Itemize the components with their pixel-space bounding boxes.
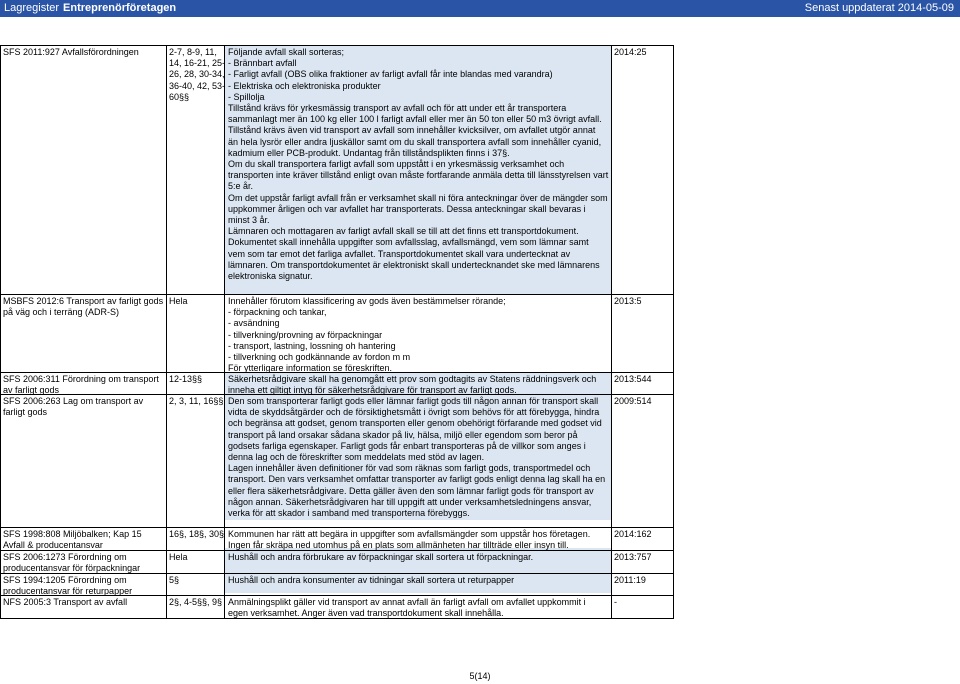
requirement-line: vem som tar emot det farliga avfallet. Transportdokumentet skall vara undertecknat av xyxy=(228,248,571,259)
regulation-line: SFS 2011:927 Avfallsförordningen xyxy=(3,47,139,57)
requirement-cell xyxy=(228,296,610,374)
table-border xyxy=(0,45,674,46)
page-number: 5(14) xyxy=(469,671,491,681)
requirement-cell xyxy=(228,597,610,619)
requirement-line: - tillverkning och godkännande av fordon m m xyxy=(228,352,411,363)
regulation-cell xyxy=(3,374,163,396)
requirement-line: godsets farliga egenskaper. Farligt gods får enbart transporteras på de villkor som anges i xyxy=(228,440,586,451)
app-name: Lagregister xyxy=(4,2,60,14)
table-border xyxy=(0,527,674,528)
regulation-line: SFS 1994:1205 Förordning om xyxy=(3,575,127,585)
requirement-line: eller flera säkerhetsrådgivare. Detta gäller även den som lämnar farligt gods för transport av xyxy=(228,485,594,496)
paragraph-cell xyxy=(169,374,225,385)
requirement-line: elektroniska signatur. xyxy=(228,271,313,282)
requirement-cell xyxy=(228,396,610,519)
paragraph-cell xyxy=(169,552,225,563)
requirement-cell xyxy=(228,552,610,563)
requirement-line: - Spillolja xyxy=(228,91,265,102)
regulation-line: på väg och i terräng (ADR-S) xyxy=(3,307,120,318)
paragraph-line: 5§ xyxy=(169,575,180,585)
regulation-line: SFS 2006:1273 Förordning om xyxy=(3,552,127,562)
requirement-line: - avsändning xyxy=(228,318,280,329)
requirement-cell xyxy=(228,47,610,282)
company-name: Entreprenörföretagen xyxy=(63,2,177,14)
requirement-line: kadmium eller PCB-produkt. Undantag från tillståndsplikten finns i 37§. xyxy=(228,147,510,158)
requirement-line: sammanlagt mer än 100 kg eller 100 l farligt avfall eller mer än 50 ton eller 50 m3 övrigt avfall. xyxy=(228,114,602,125)
table-border xyxy=(0,45,1,619)
requirement-line: Innehåller förutom klassificering av gods även bestämmelser rörande; xyxy=(228,296,506,306)
requirement-line: egen verksamhet. Anger även vad transportdokument skall innehålla. xyxy=(228,608,504,619)
requirement-line: transporten inte kräver tillstånd enligt ovan måste fortfarande anmäla detta till länsstyrelsen vart xyxy=(228,170,609,181)
requirement-line: Tillstånd krävs för yrkesmässig transport av avfall och för att under ett år transportera xyxy=(228,103,567,114)
app-title xyxy=(4,0,176,17)
requirement-line: Dokumentet skall innehålla uppgifter som avfallsslag, avfallsmängd, vem som lämnar samt xyxy=(228,237,589,248)
requirement-line: Anmälningsplikt gäller vid transport av annat avfall än farligt avfall om avfallet uppkommit i xyxy=(228,597,586,607)
date-cell: 2014:162 xyxy=(614,529,652,539)
requirement-line: 5:e år. xyxy=(228,181,254,192)
paragraph-line: 14, 16-21, 25- xyxy=(169,58,226,69)
paragraph-cell xyxy=(169,396,225,407)
requirement-line: uppkommer årligen och var avfallet har transporterats. Dessa anteckningar skall bevaras i xyxy=(228,203,586,214)
regulation-cell xyxy=(3,552,163,574)
date-cell: 2009:514 xyxy=(614,396,652,406)
paragraph-line: 26, 28, 30-34, xyxy=(169,69,225,80)
requirement-line: Om du skall transportera farligt avfall som uppstått i en yrkesmässig verksamhet och xyxy=(228,159,565,170)
requirement-line: Säkerhetsrådgivare skall ha genomgått ett prov som godtagits av Statens räddningsverk och xyxy=(228,374,597,384)
table-border xyxy=(166,45,167,619)
regulation-cell xyxy=(3,396,163,418)
requirement-line: transport. Den vars verksamhet omfattar transporter av farligt gods enligt denna lag skall ha en xyxy=(228,474,606,485)
table-border xyxy=(0,294,674,295)
date-cell: 2014:25 xyxy=(614,47,647,57)
regulation-cell xyxy=(3,296,163,318)
date-cell: 2013:5 xyxy=(614,296,642,306)
paragraph-line: 60§§ xyxy=(169,91,190,102)
requirement-cell xyxy=(228,374,610,396)
requirement-line: Ingen får skräpa ned utomhus på en plats som allmänheten har tillträde eller insyn till. xyxy=(228,540,569,551)
requirement-line: Följande avfall skall sorteras; xyxy=(228,47,345,57)
requirement-line: inneha ett giltigt intyg för säkerhetsrådgivare för transport av farligt gods. xyxy=(228,385,517,396)
requirement-line: och begränsa att godset, genom transporten eller genom obehörigt förfarande med godset vid xyxy=(228,418,602,429)
paragraph-line: 12-13§§ xyxy=(169,374,203,384)
requirement-line: vidta de skyddsåtgärder och de försiktighetsmått i övrigt som behövs för att förebygga, hindra xyxy=(228,407,600,418)
paragraph-cell xyxy=(169,597,225,608)
regulation-cell xyxy=(3,575,163,597)
requirement-cell xyxy=(228,529,610,551)
regulation-line: Avfall & producentansvar xyxy=(3,540,103,551)
regulation-cell xyxy=(3,597,163,608)
last-updated: Senast uppdaterat 2014-05-09 xyxy=(804,2,954,14)
requirement-line: Tillstånd krävs även vid transport av avfall som innehåller kvicksilver, om avfallet utgör annat xyxy=(228,125,596,136)
requirement-line: - transport, lastning, lossning oh hantering xyxy=(228,340,396,351)
date-cell: - xyxy=(614,597,617,607)
paragraph-cell xyxy=(169,529,225,540)
regulation-line: MSBFS 2012:6 Transport av farligt gods xyxy=(3,296,164,306)
top-bar xyxy=(0,0,960,17)
requirement-line: någon annan. Säkerhetsrådgivaren har till uppgift att under verksamhetsledningens ansvar, xyxy=(228,496,592,507)
requirement-line: Lämnaren och mottagaren av farligt avfall skall se till att det finns ett transportdokument. xyxy=(228,226,579,237)
regulation-line: SFS 2006:263 Lag om transport av xyxy=(3,396,144,406)
requirement-cell xyxy=(228,575,610,586)
requirement-line: Kommunen har rätt att begära in uppgifter som avfallsmängder som uppstår hos företagen. xyxy=(228,529,591,539)
paragraph-line: 16§, 18§, 30§ xyxy=(169,529,225,539)
requirement-line: Om det uppstår farligt avfall från er verksamhet skall ni föra anteckningar över de mängder som xyxy=(228,192,608,203)
regulation-line: SFS 2006:311 Förordning om transport xyxy=(3,374,159,384)
requirement-line: Lagen innehåller även definitioner för vad som räknas som farligt gods, transportmedel och xyxy=(228,463,591,474)
date-cell: 2013:544 xyxy=(614,374,652,384)
requirement-line: lämnaren. Om transportdokumentet är elektroniskt skall undertecknandet ske med lämnarens xyxy=(228,259,600,270)
paragraph-line: Hela xyxy=(169,552,188,562)
requirement-line: - Farligt avfall (OBS olika fraktioner av farligt avfall får inte blandas med varandra) xyxy=(228,69,553,80)
requirement-line: än hela lysrör eller andra ljuskällor samt om du skall transportera avfall som innehåller cyanid, xyxy=(228,136,602,147)
regulation-line: producentansvar för förpackningar xyxy=(3,563,141,574)
requirement-line: Den som transporterar farligt gods eller lämnar farligt gods till någon annan för transport skall xyxy=(228,396,599,406)
paragraph-line: Hela xyxy=(169,296,188,306)
table-border xyxy=(611,45,612,619)
requirement-line: Hushåll och andra förbrukare av förpackningar skall sortera ut förpackningar. xyxy=(228,552,534,562)
paragraph-line: 36-40, 42, 53- xyxy=(169,80,226,91)
requirement-line: denna lag och de föreskrifter som meddelats med stöd av lagen. xyxy=(228,452,485,463)
regulation-line: av farligt gods xyxy=(3,385,60,396)
regulation-cell xyxy=(3,529,163,551)
regulation-cell xyxy=(3,47,163,58)
regulation-line: NFS 2005:3 Transport av avfall xyxy=(3,597,128,607)
paragraph-cell xyxy=(169,296,225,307)
requirement-line: För ytterligare information se föreskriften. xyxy=(228,363,393,374)
regulation-line: farligt gods xyxy=(3,407,48,418)
paragraph-line: 2§, 4-5§§, 9§ xyxy=(169,597,223,607)
requirement-line: Hushåll och andra konsumenter av tidningar skall sortera ut returpapper xyxy=(228,575,515,585)
requirement-line: - tillverkning/provning av förpackningar xyxy=(228,329,383,340)
requirement-line: - Elektriska och elektroniska produkter xyxy=(228,80,381,91)
requirement-line: - förpackning och tankar, xyxy=(228,307,327,318)
paragraph-line: 2, 3, 11, 16§§ xyxy=(169,396,224,406)
regulation-line: producentansvar för returpapper xyxy=(3,586,133,597)
requirement-line: - Brännbart avfall xyxy=(228,58,297,69)
date-cell: 2011:19 xyxy=(614,575,646,585)
requirement-line: verka för att skador i samband med transporterna förebyggs. xyxy=(228,508,470,519)
paragraph-line: 2-7, 8-9, 11, xyxy=(169,47,217,57)
paragraph-cell xyxy=(169,47,225,103)
requirement-line: transport på land orsakar sådana skador på liv, hälsa, miljö eller egendom som beror på xyxy=(228,429,578,440)
paragraph-cell xyxy=(169,575,225,586)
requirement-line: minst 3 år. xyxy=(228,215,270,226)
regulation-line: SFS 1998:808 Miljöbalken; Kap 15 xyxy=(3,529,142,539)
date-cell: 2013:757 xyxy=(614,552,652,562)
